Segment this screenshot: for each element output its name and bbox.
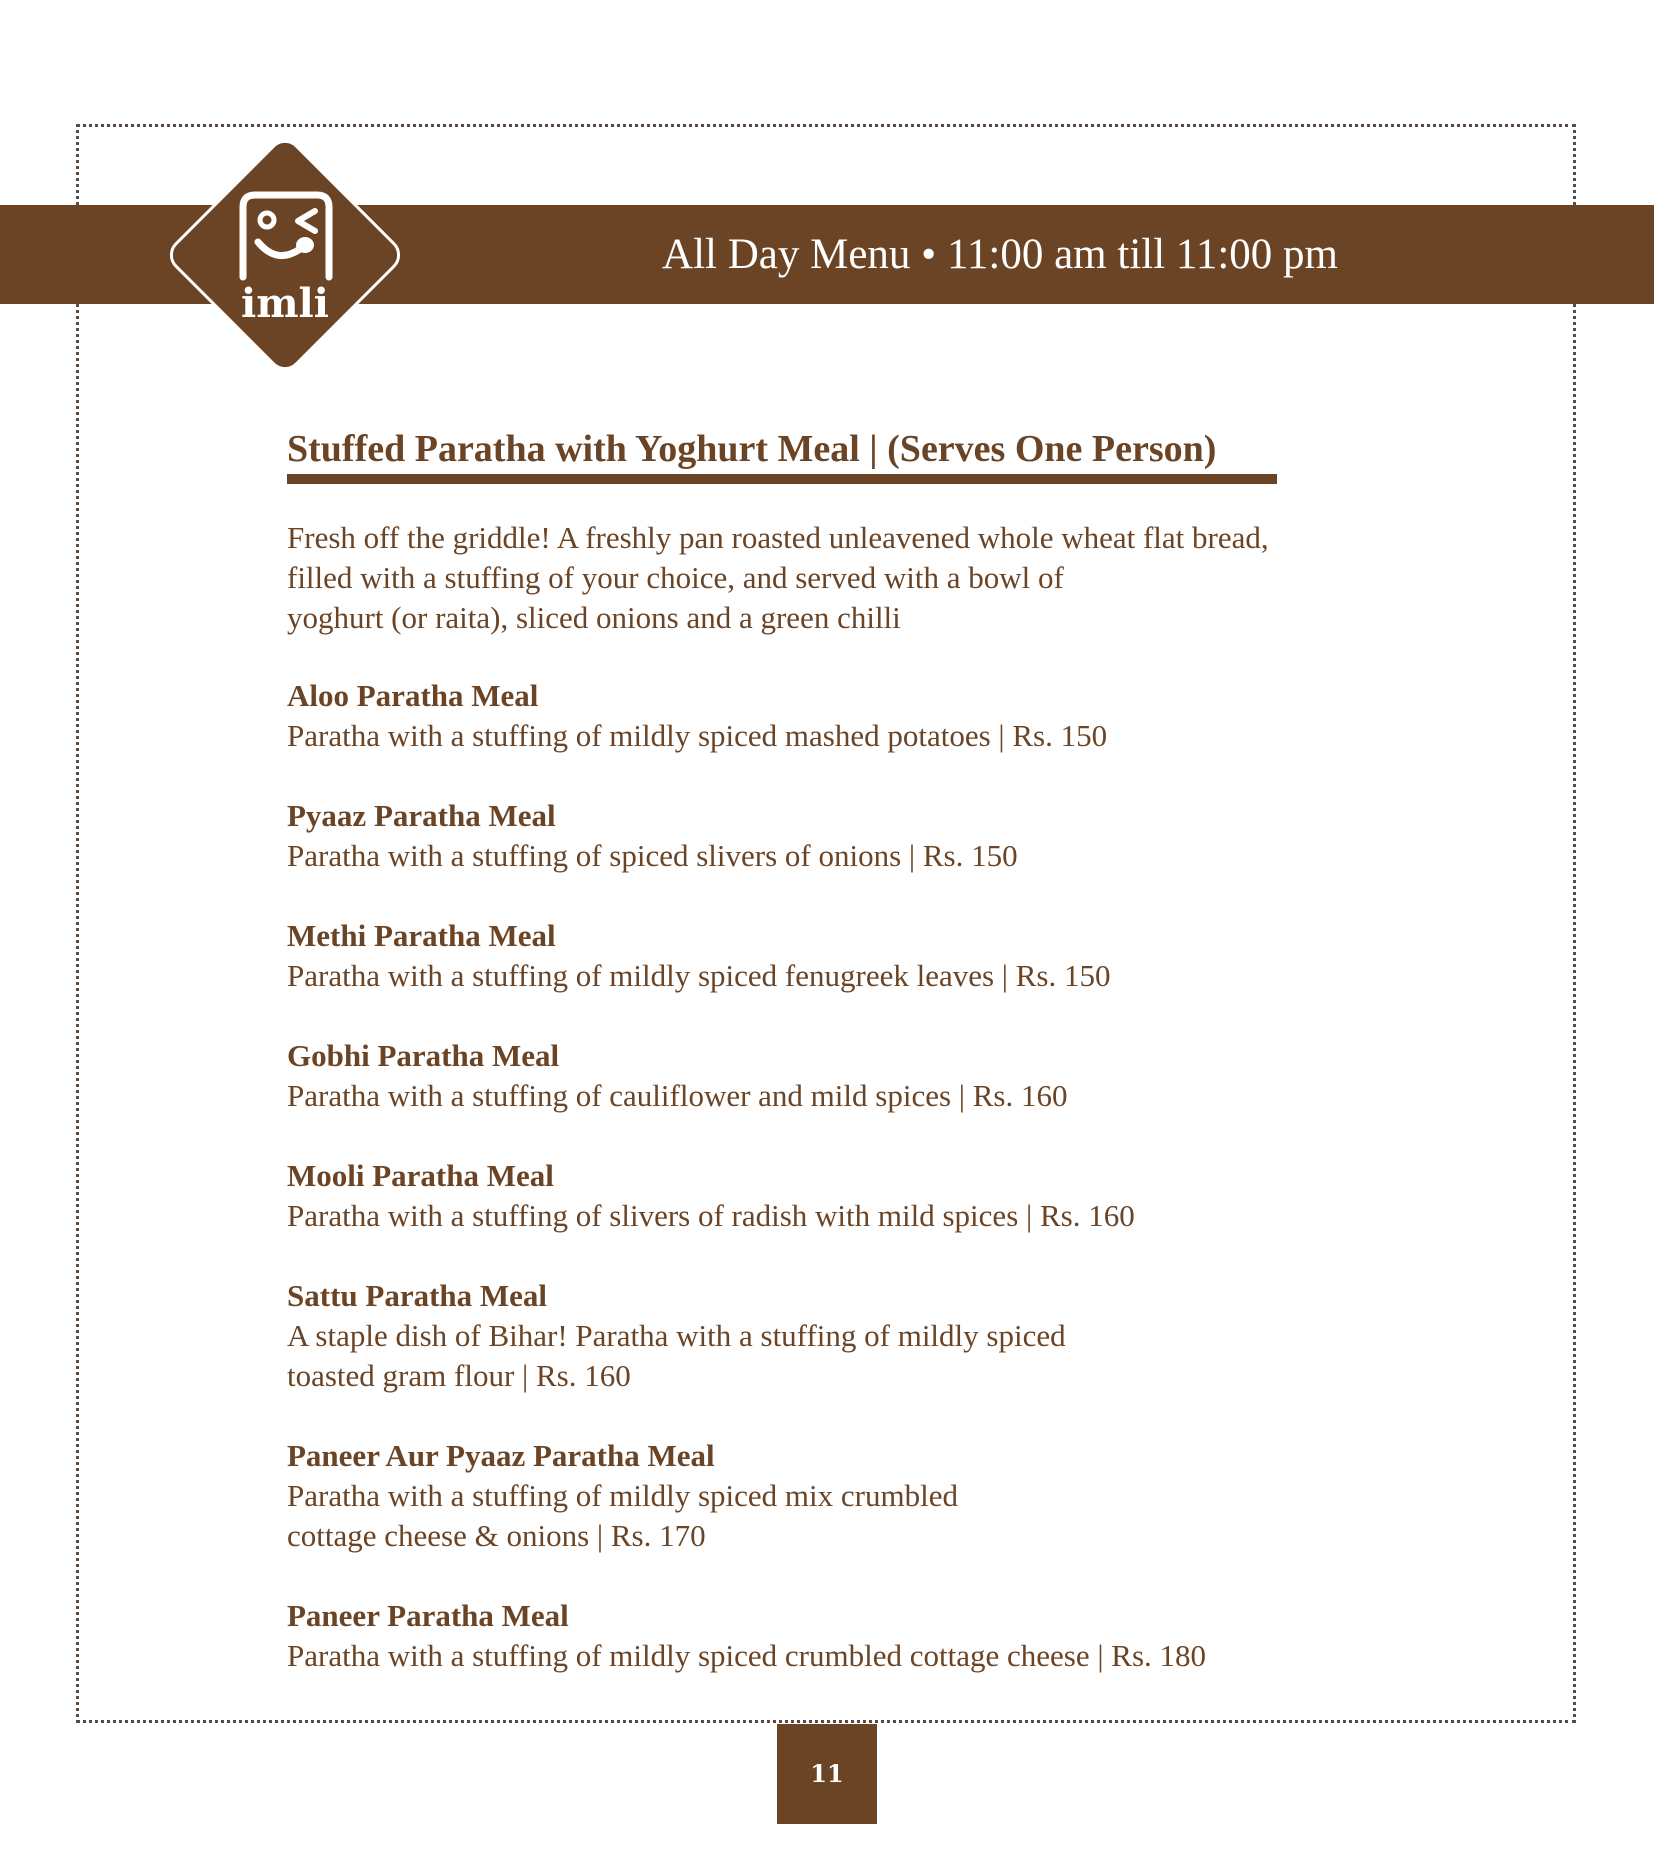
intro-line: filled with a stuffing of your choice, and served with a bowl of bbox=[287, 560, 1064, 595]
section-intro bbox=[287, 518, 1487, 638]
item-description: Paratha with a stuffing of slivers of radish with mild spices | Rs. 160 bbox=[287, 1198, 1135, 1233]
menu-hours-title: All Day Menu • 11:00 am till 11:00 pm bbox=[662, 231, 1338, 278]
item-name: Paneer Aur Pyaaz Paratha Meal bbox=[287, 1438, 715, 1473]
item-description: Paratha with a stuffing of mildly spiced crumbled cottage cheese | Rs. 180 bbox=[287, 1638, 1207, 1673]
item-name: Paneer Paratha Meal bbox=[287, 1598, 569, 1633]
menu-item-aloo bbox=[287, 676, 1487, 756]
item-description: toasted gram flour | Rs. 160 bbox=[287, 1358, 631, 1393]
item-description: A staple dish of Bihar! Paratha with a stuffing of mildly spiced bbox=[287, 1318, 1066, 1353]
menu-item-sattu bbox=[287, 1276, 1487, 1396]
menu-item-paneer-aur-pyaaz bbox=[287, 1436, 1487, 1556]
item-description: Paratha with a stuffing of mildly spiced mix crumbled bbox=[287, 1478, 958, 1513]
menu-item-gobhi bbox=[287, 1036, 1487, 1116]
menu-item-methi bbox=[287, 916, 1487, 996]
item-description: Paratha with a stuffing of mildly spiced fenugreek leaves | Rs. 150 bbox=[287, 958, 1111, 993]
imli-logo bbox=[155, 125, 415, 385]
menu-item-mooli bbox=[287, 1156, 1487, 1236]
item-name: Mooli Paratha Meal bbox=[287, 1158, 554, 1193]
item-name: Pyaaz Paratha Meal bbox=[287, 798, 556, 833]
item-description: Paratha with a stuffing of spiced slivers of onions | Rs. 150 bbox=[287, 838, 1018, 873]
intro-line: Fresh off the griddle! A freshly pan roasted unleavened whole wheat flat bread, bbox=[287, 520, 1269, 555]
logo-wordmark: imli bbox=[241, 280, 329, 327]
menu-item-paneer bbox=[287, 1596, 1487, 1676]
section-title: Stuffed Paratha with Yoghurt Meal | (Serves One Person) bbox=[287, 428, 1217, 470]
intro-line: yoghurt (or raita), sliced onions and a green chilli bbox=[287, 600, 901, 635]
page-number: 11 bbox=[777, 1724, 877, 1824]
item-name: Aloo Paratha Meal bbox=[287, 678, 539, 713]
menu-item-pyaaz bbox=[287, 796, 1487, 876]
item-name: Sattu Paratha Meal bbox=[287, 1278, 548, 1313]
section-title-underline bbox=[287, 474, 1277, 484]
item-name: Methi Paratha Meal bbox=[287, 918, 556, 953]
item-name: Gobhi Paratha Meal bbox=[287, 1038, 560, 1073]
item-description: Paratha with a stuffing of cauliflower and mild spices | Rs. 160 bbox=[287, 1078, 1068, 1113]
item-description: Paratha with a stuffing of mildly spiced mashed potatoes | Rs. 150 bbox=[287, 718, 1108, 753]
imli-logo-icon bbox=[155, 125, 415, 385]
item-description: cottage cheese & onions | Rs. 170 bbox=[287, 1518, 706, 1553]
